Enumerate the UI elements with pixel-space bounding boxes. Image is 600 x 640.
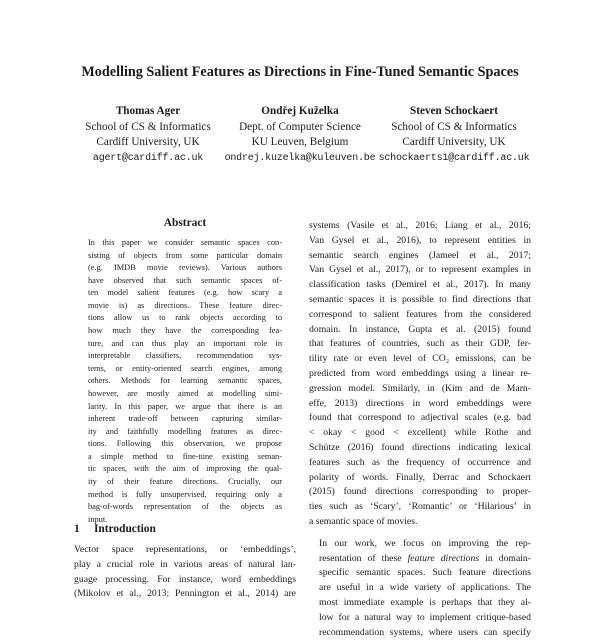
introduction-body: [74, 543, 296, 602]
author-name: Steven Schockaert: [410, 105, 498, 117]
text-line: gression model. Similarly, in (Kim and de Marn-: [309, 382, 531, 394]
author-email: schockaerts1@cardiff.ac.uk: [378, 152, 530, 164]
text-line: guage processing. For instance, word embeddings: [74, 573, 296, 585]
text-line: ties such as ‘Scary’, ‘Romantic’ or ‘Hilarious’ in: [309, 501, 531, 513]
text-line: tic spaces, with the aim of improving the qual-: [88, 464, 282, 474]
text-line: Schütze (2016) found directions indicating lexical: [309, 441, 531, 453]
text-line: how much they have the corresponding fea-: [88, 326, 282, 336]
text-line: movie is) as directions. These feature direc-: [88, 300, 282, 310]
author-affiliation: Dept. of Computer Science: [239, 120, 361, 133]
text-line: however, are mostly aimed at modelling simi-: [88, 388, 282, 398]
text-line: low for a natural way to implement critique-based: [319, 611, 531, 623]
text-line: bag-of-words representation of the objects as: [88, 502, 282, 512]
text-line: Van Gysel et al., 2017), or to represent examples in: [309, 264, 531, 276]
text-line: are useful in a wide variety of applications. The: [319, 582, 531, 594]
emphasis: feature directions: [407, 552, 480, 564]
text-line: features such as the frequency of occurrence and: [309, 456, 531, 468]
text-line: have observed that such semantic spaces of-: [88, 275, 282, 285]
text-line: ity and faithfully modelling features as direc-: [88, 426, 282, 436]
right-column: [309, 219, 531, 640]
text-line: ten model salient features (e.g. how scary a: [88, 288, 282, 298]
text-line: tions. Following this observation, we propose: [88, 439, 282, 449]
text-line: ture, and can thus play an important role in: [88, 338, 282, 348]
section-number: 1: [74, 523, 80, 535]
text-line: others. Methods for learning semantic spaces,: [88, 376, 282, 386]
text-line: Van Gysel et al., 2016), to represent entities in: [309, 234, 531, 246]
text-line: semantic search engines (Jameel et al., 2017;: [309, 249, 531, 261]
author-institution: Cardiff University, UK: [96, 136, 200, 148]
text-line: a simple method to fine-tune existing seman-: [88, 451, 282, 461]
text-line: tility rate or even level of CO₂ emissions, can be: [309, 353, 531, 365]
text-line: sisting of objects from some particular domain: [88, 250, 282, 260]
text-line: systems (Vasile et al., 2016; Liang et al., 2016;: [309, 220, 531, 231]
text-line: < okay < good < excellent) while Rothe and: [309, 427, 531, 439]
text-line: polarity of words. Finally, Derrac and Schockaert: [309, 471, 531, 483]
text-line: resentation of these feature directions in domain-: [319, 552, 532, 564]
text-line: that features of countries, such as their GDP, fer-: [309, 338, 531, 350]
text-line: In this paper we consider semantic spaces con-: [88, 238, 282, 247]
author-affiliation: School of CS & Informatics: [391, 120, 517, 133]
text-line: tems, or entity-oriented search engines, among: [88, 363, 282, 373]
author-email: agert@cardiff.ac.uk: [92, 152, 204, 164]
text-line: predicted from word embeddings using a linear re-: [309, 367, 531, 379]
text-line: classification tasks (Demirel et al., 2017). In many: [309, 279, 531, 291]
section-heading: [74, 523, 156, 535]
text-line: method is fully unsupervised, requiring only a: [88, 489, 282, 499]
abstract-body: [88, 237, 282, 526]
author-affiliation: School of CS & Informatics: [85, 120, 211, 133]
text-line: larity. In this paper, we argue that there is an: [88, 401, 282, 411]
paragraph: [309, 219, 531, 530]
text-line: Vector space representations, or ‘embeddings’,: [74, 544, 296, 555]
author-name: Thomas Ager: [115, 105, 181, 117]
text-line: a semantic space of movies.: [309, 515, 418, 527]
author-block: [366, 104, 542, 166]
abstract-heading: Abstract: [163, 217, 207, 229]
author-institution: Cardiff University, UK: [402, 136, 506, 148]
text-line: semantic spaces it is possible to find directions that: [309, 293, 531, 305]
section-title: Introduction: [94, 523, 156, 535]
text-line: In our work, we focus on improving the rep-: [319, 537, 531, 549]
text-line: inherent trade-off between capturing similar-: [88, 414, 282, 424]
text-line: input.: [88, 514, 108, 524]
paper-title: Modelling Salient Features as Directions in Fine-Tuned Semantic Spaces: [81, 64, 519, 80]
author-name: Ondřej Kuželka: [261, 105, 339, 117]
text-line: (Mikolov et al., 2013; Pennington et al., 2014) are: [74, 588, 296, 600]
author-email: ondrej.kuzelka@kuleuven.be: [224, 152, 376, 164]
text-line: tions allow us to rank objects according to: [88, 313, 282, 323]
text-line: correspond to salient features from the considered: [309, 308, 531, 320]
text-line: found that correspond to adjectival scales (e.g. bad: [309, 412, 531, 424]
text-line: play a crucial role in various areas of natural lan-: [74, 558, 296, 570]
author-institution: KU Leuven, Belgium: [251, 136, 349, 148]
text-line: (e.g. IMDB movie reviews). Various authors: [88, 263, 282, 273]
text-line: ity of their feature directions. Crucially, our: [88, 476, 282, 486]
paragraph: [309, 537, 531, 640]
text-line: recommendation systems, where users can specify: [319, 626, 531, 638]
author-block: [210, 104, 390, 166]
text-line: interpretable classifiers, recommendation sys-: [88, 351, 282, 361]
text-line: domain. In instance, Gupta et al. (2015) found: [309, 323, 531, 335]
text-line: (2015) found directions corresponding to proper-: [309, 486, 531, 498]
text-line: specific semantic spaces. Such feature directions: [319, 567, 531, 579]
text-line: effe, 2013) directions in word embeddings were: [309, 397, 531, 409]
text-line: most immediate example is perhaps that they al-: [319, 596, 531, 608]
